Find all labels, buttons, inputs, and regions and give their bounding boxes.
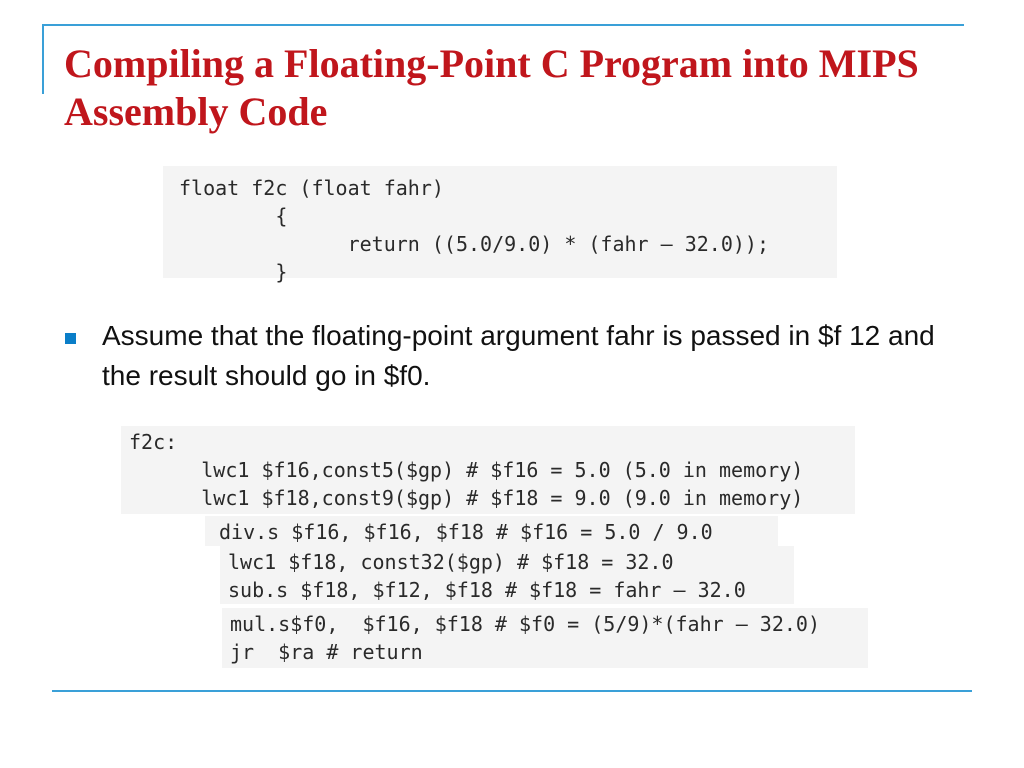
asm-block-multiply-return: mul.s$f0, $f16, $f18 # $f0 = (5/9)*(fahr – 32.0) jr $ra # return xyxy=(222,608,868,668)
bottom-rule xyxy=(52,690,972,692)
top-rule xyxy=(42,24,964,26)
asm-block-load-constants: f2c: lwc1 $f16,const5($gp) # $f16 = 5.0 (5.0 in memory) lwc1 $f18,const9($gp) # $f18 = 9.0 (9.0 in memory) xyxy=(121,426,855,514)
asm-block-divide: div.s $f16, $f16, $f18 # $f16 = 5.0 / 9.0 xyxy=(205,516,778,546)
bullet-square-icon xyxy=(65,333,76,344)
bullet-text: Assume that the floating-point argument fahr is passed in $f 12 and the result should go in $f0. xyxy=(102,320,935,391)
slide-title: Compiling a Floating-Point C Program into MIPS Assembly Code xyxy=(64,41,919,134)
left-rule xyxy=(42,24,44,94)
asm-block-subtract: lwc1 $f18, const32($gp) # $f18 = 32.0 sub.s $f18, $f12, $f18 # $f18 = fahr – 32.0 xyxy=(220,546,794,604)
c-source-code: float f2c (float fahr) { return ((5.0/9.0) * (fahr – 32.0)); } xyxy=(163,166,837,278)
